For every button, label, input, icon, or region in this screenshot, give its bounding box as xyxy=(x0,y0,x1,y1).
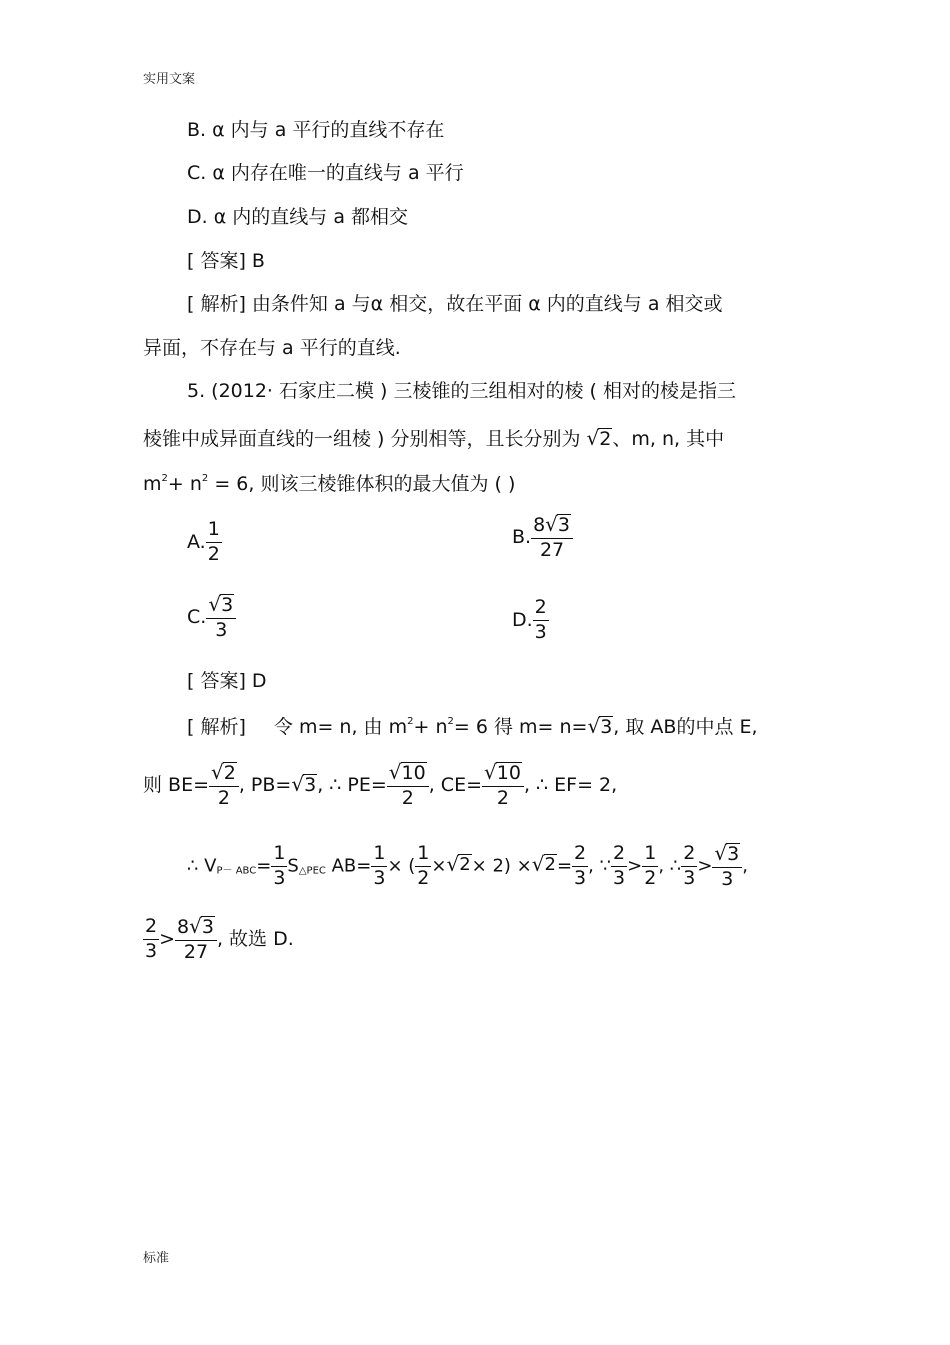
q4-analysis-line1: [ 解析] 由条件知 a 与α 相交，故在平面 α 内的直线与 a 相交或 xyxy=(187,293,723,315)
sqrt-2: √ 2 xyxy=(586,426,612,450)
choice-a: A. $\frac{1}{2}$ xyxy=(187,518,220,565)
q4-answer: [ 答案] B xyxy=(187,250,265,272)
q5-stem-line3: $m^2+ n^2 = 6$, 则该三棱锥体积的最大值为 ( ) xyxy=(143,473,516,495)
choice-b: B. 8 √ 3 27 xyxy=(512,514,573,561)
choice-d: D. $\frac{2}{3}$ xyxy=(512,596,547,643)
q5-answer: [ 答案] D xyxy=(187,670,267,692)
q5-stem-line1: 5. (2012· 石家庄二模 ) 三棱锥的三组相对的棱 ( 相对的棱是指三 xyxy=(187,380,736,402)
q5-solution-line4: $\frac{2}{3}$ > 8 √ 3 27 , 故选 D. xyxy=(145,914,294,963)
option-c-prev: C. α 内存在唯一的直线与 a 平行 xyxy=(187,162,464,184)
option-b-prev: B. α 内与 a 平行的直线不存在 xyxy=(187,119,445,141)
page-footer: 标准 xyxy=(143,1251,170,1266)
q5-solution-line2: 则 BE= √ 2 2 , PB= √ 3 , ∴ PE= √ 10 2 , CE= √ 10 2 , ∴ EF= 2, xyxy=(143,760,618,809)
q5-solution-line3: ∴ $V_{P- ABC}=$ $\frac{1}{3}$ $S_{\triangle PEC}$ AB= $\frac{1}{3}$ × ( $\frac{1}{2}$ × √ 2 × 2) × √ 2 = $\frac{2}{3}$ , ∵ $\frac{2}{3}$ > $\frac{1}{2}$ , ∴ $\frac{2}{3}$ > √ 3 3 , xyxy=(187,841,748,890)
q5-solution-line1: [ 解析] 令 m= n, 由 $m^2+ n^2= 6$ 得 m= n= √ 3 , 取 AB的中点 E, xyxy=(187,714,758,738)
page-header: 实用文案 xyxy=(143,72,196,87)
choice-c: C. √ 3 3 xyxy=(187,594,236,641)
q5-stem-line2: 棱锥中成异面直线的一组棱 ) 分别相等，且长分别为 √ 2 、m, n, 其中 xyxy=(143,426,725,450)
q4-analysis-line2: 异面，不存在与 a 平行的直线. xyxy=(143,337,401,359)
option-d-prev: D. α 内的直线与 a 都相交 xyxy=(187,206,408,228)
